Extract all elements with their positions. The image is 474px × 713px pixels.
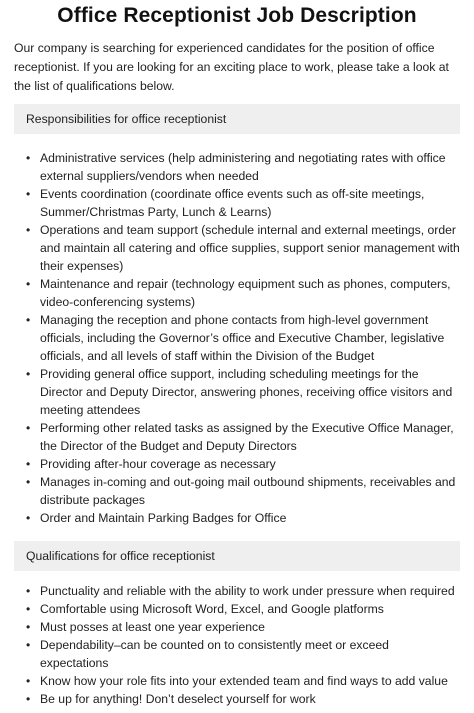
list-item-text: Performing other related tasks as assigned by the Executive Office Manager, the Director of the Budget and Deputy Directors [40, 421, 454, 453]
list-item-text: Events coordination (coordinate office events such as off-site meetings, Summer/Christmas Party, Lunch & Learns) [40, 187, 425, 219]
list-item-text: Manages in-coming and out-going mail outbound shipments, receivables and distribute packages [40, 475, 456, 507]
list-item-text: Must posses at least one year experience [40, 620, 265, 634]
list-item-text: Providing after-hour coverage as necessary [40, 457, 276, 471]
bullet-icon: • [26, 367, 31, 381]
list-item-text: Be up for anything! Don’t deselect yourself for work [40, 692, 316, 706]
list-item [26, 509, 460, 527]
bullet-icon: • [26, 511, 31, 525]
bullet-icon: • [26, 638, 31, 652]
list-item [26, 149, 460, 185]
bullet-icon: • [26, 313, 31, 327]
bullet-icon: • [26, 620, 31, 634]
list-item-text: Punctuality and reliable with the ability to work under pressure when required [40, 584, 455, 598]
bullet-icon: • [26, 674, 31, 688]
list-item-text: Dependability–can be counted on to consistently meet or exceed expectations [40, 638, 389, 670]
bullet-icon: • [26, 223, 31, 237]
bullet-icon: • [26, 584, 31, 598]
responsibilities-list [14, 149, 460, 527]
qualifications-heading: Qualifications for office receptionist [14, 541, 460, 571]
bullet-icon: • [26, 421, 31, 435]
list-item [26, 365, 460, 419]
list-item-text: Operations and team support (schedule internal and external meetings, order and maintain all catering and office supplies, support senior management with their expenses) [40, 223, 460, 273]
bullet-icon: • [26, 475, 31, 489]
list-item-text: Know how your role fits into your extended team and find ways to add value [40, 674, 448, 688]
list-item-text: Managing the reception and phone contacts from high-level government officials, including the Governor’s office and Executive Chamber, legislative officials, and all levels of staff within the Division of the Budget [40, 313, 445, 363]
list-item [26, 582, 460, 600]
list-item [26, 185, 460, 221]
bullet-icon: • [26, 602, 31, 616]
bullet-icon: • [26, 151, 31, 165]
page-title: Office Receptionist Job Description [57, 4, 417, 27]
list-item [26, 275, 460, 311]
responsibilities-heading: Responsibilities for office receptionist [14, 104, 460, 134]
intro-paragraph: Our company is searching for experienced candidates for the position of office receptionist. If you are looking for an exciting place to work, please take a look at the list of qualifications below. [14, 41, 449, 93]
list-item [26, 618, 460, 636]
list-item-text: Maintenance and repair (technology equipment such as phones, computers, video-conferencing systems) [40, 277, 451, 309]
list-item [26, 221, 460, 275]
bullet-icon: • [26, 692, 31, 706]
list-item [26, 672, 460, 690]
list-item-text: Administrative services (help administering and negotiating rates with office external suppliers/vendors when needed [40, 151, 446, 183]
list-item-text: Comfortable using Microsoft Word, Excel, and Google platforms [40, 602, 384, 616]
list-item [26, 311, 460, 365]
list-item-text: Providing general office support, including scheduling meetings for the Director and Deputy Director, answering phones, receiving office visitors and meeting attendees [40, 367, 453, 417]
bullet-icon: • [26, 457, 31, 471]
qualifications-list [14, 582, 460, 708]
list-item [26, 473, 460, 509]
bullet-icon: • [26, 187, 31, 201]
bullet-icon: • [26, 277, 31, 291]
list-item [26, 600, 460, 618]
list-item [26, 690, 460, 708]
list-item-text: Order and Maintain Parking Badges for Office [40, 511, 287, 525]
list-item [26, 419, 460, 455]
list-item [26, 455, 460, 473]
list-item [26, 636, 460, 672]
